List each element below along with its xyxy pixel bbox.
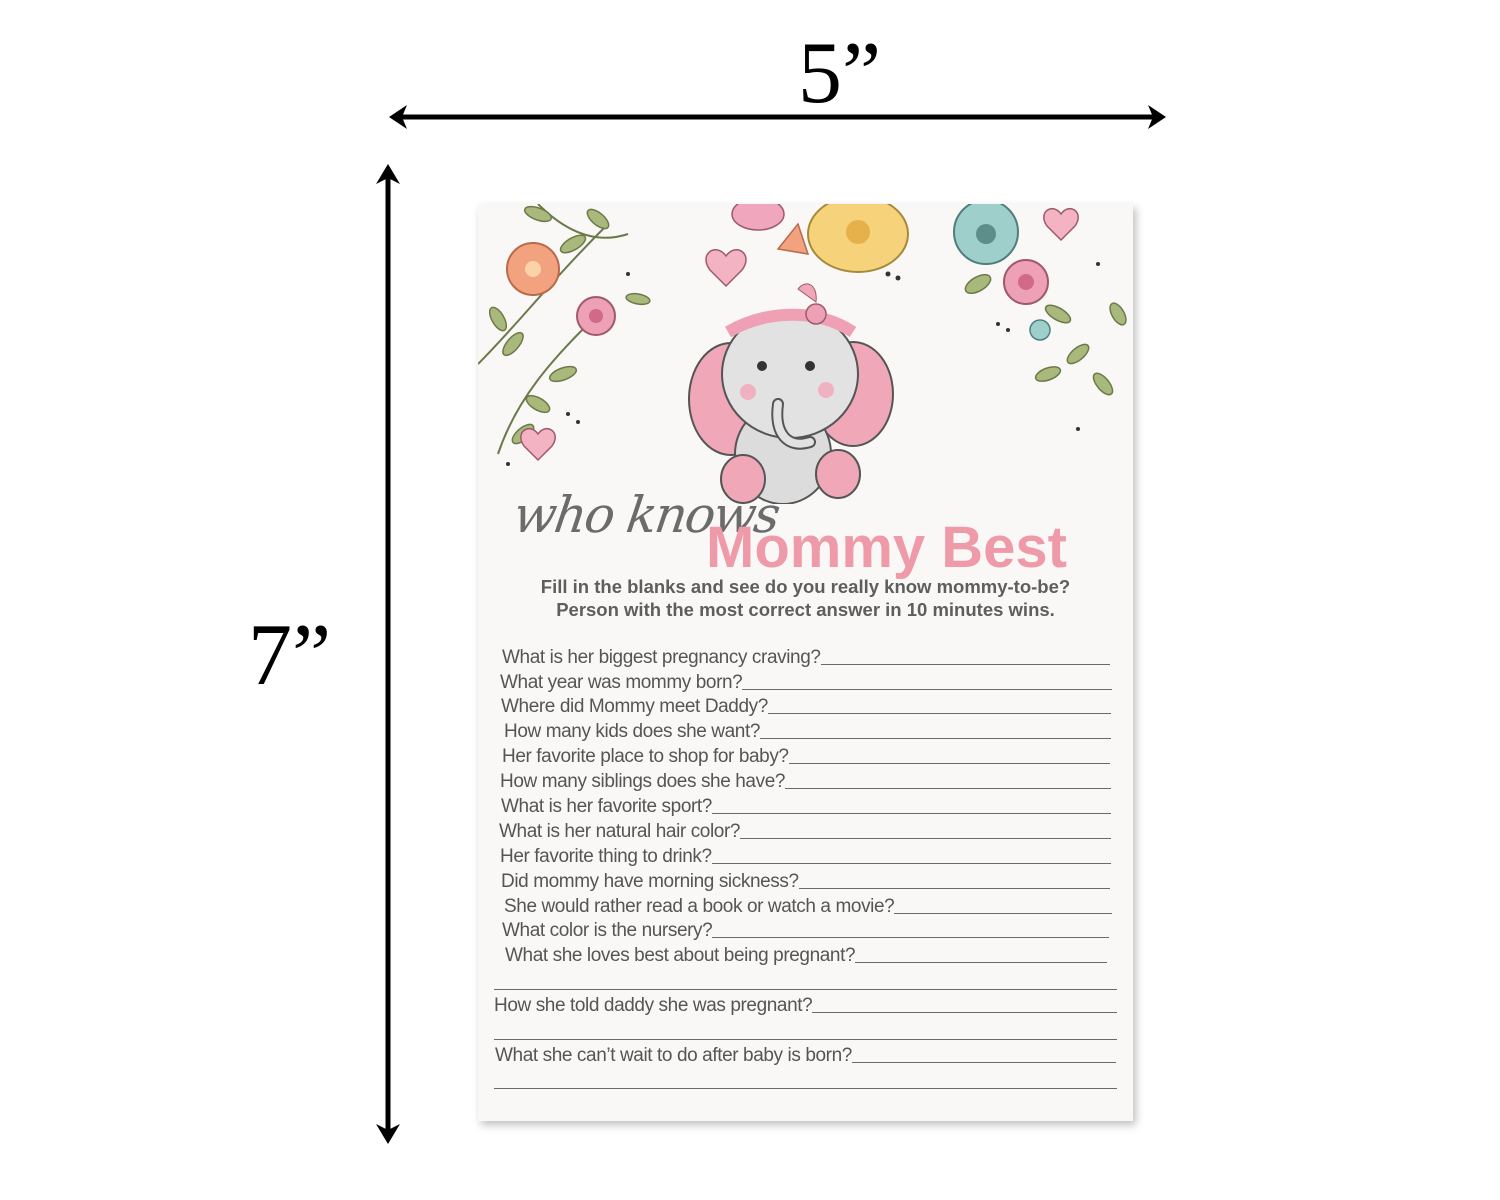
orange-flower-icon	[507, 243, 559, 295]
answer-line[interactable]	[712, 863, 1111, 864]
heart-icon	[1044, 209, 1078, 240]
answer-line[interactable]	[712, 937, 1109, 938]
height-dimension-label: 7”	[248, 607, 332, 704]
question-row	[495, 1043, 1116, 1067]
question-text: What she can’t wait to do after baby is born?	[495, 1045, 852, 1066]
question-text: How many siblings does she have?	[500, 771, 786, 792]
question-row	[502, 645, 1110, 669]
question-text: How many kids does she want?	[504, 721, 760, 742]
heart-icon	[521, 429, 555, 460]
instructions-line-2: Person with the most correct answer in 10 minutes wins.	[556, 599, 1055, 620]
answer-line[interactable]	[852, 1062, 1116, 1063]
question-row	[499, 819, 1111, 843]
game-card	[478, 204, 1133, 1121]
page-title: Mommy Best	[706, 515, 1067, 580]
question-row	[504, 719, 1111, 743]
question-text: How she told daddy she was pregnant?	[494, 995, 813, 1016]
elephant-icon	[689, 284, 893, 504]
question-text: What year was mommy born?	[500, 672, 743, 693]
question-row	[502, 744, 1110, 768]
question-row	[500, 844, 1111, 868]
height-arrow-icon	[370, 160, 406, 1148]
question-row	[494, 993, 1117, 1017]
question-row	[502, 918, 1109, 942]
pink-rose-icon	[1004, 260, 1048, 304]
question-row	[501, 694, 1111, 718]
teal-bud-icon	[1030, 320, 1050, 340]
question-text: What color is the nursery?	[502, 920, 713, 941]
question-row	[501, 794, 1111, 818]
instructions-line-1: Fill in the blanks and see do you really know mommy-to-be?	[540, 576, 1071, 597]
question-text: What is her favorite sport?	[501, 796, 712, 817]
width-dimension-label: 5”	[798, 25, 882, 122]
answer-line[interactable]	[768, 713, 1111, 714]
pink-flower-icon	[732, 204, 784, 230]
answer-line[interactable]	[855, 962, 1107, 963]
answer-line[interactable]	[742, 689, 1112, 690]
question-text: Her favorite place to shop for baby?	[502, 746, 789, 767]
answer-line[interactable]	[821, 664, 1110, 665]
teal-flower-icon	[954, 204, 1018, 264]
answer-line[interactable]	[494, 989, 1117, 990]
title-script-text: who knows	[509, 486, 783, 544]
answer-line[interactable]	[740, 838, 1111, 839]
answer-line[interactable]	[760, 738, 1111, 739]
question-text: What she loves best about being pregnant?	[505, 945, 856, 966]
question-text: Did mommy have morning sickness?	[501, 871, 799, 892]
question-text: Her favorite thing to drink?	[500, 846, 712, 867]
question-text: What is her biggest pregnancy craving?	[502, 647, 821, 668]
question-text: She would rather read a book or watch a movie?	[504, 896, 895, 917]
answer-line[interactable]	[494, 1088, 1117, 1089]
answer-line[interactable]	[812, 1012, 1117, 1013]
answer-line[interactable]	[894, 913, 1112, 914]
pink-rose-icon	[577, 297, 615, 335]
answer-line[interactable]	[494, 1039, 1117, 1040]
answer-line[interactable]	[712, 813, 1111, 814]
heart-icon	[706, 250, 746, 286]
yellow-flower-icon	[808, 204, 908, 272]
width-arrow-icon	[385, 100, 1170, 134]
question-text: Where did Mommy meet Daddy?	[501, 696, 768, 717]
question-text: What is her natural hair color?	[499, 821, 741, 842]
answer-line[interactable]	[785, 788, 1111, 789]
question-row	[500, 769, 1111, 793]
answer-line[interactable]	[799, 888, 1110, 889]
floral-elephant-illustration	[478, 204, 1133, 504]
question-row	[501, 869, 1110, 893]
question-row	[500, 670, 1112, 694]
answer-line[interactable]	[789, 763, 1110, 764]
question-row	[504, 894, 1112, 918]
question-row	[505, 943, 1107, 967]
